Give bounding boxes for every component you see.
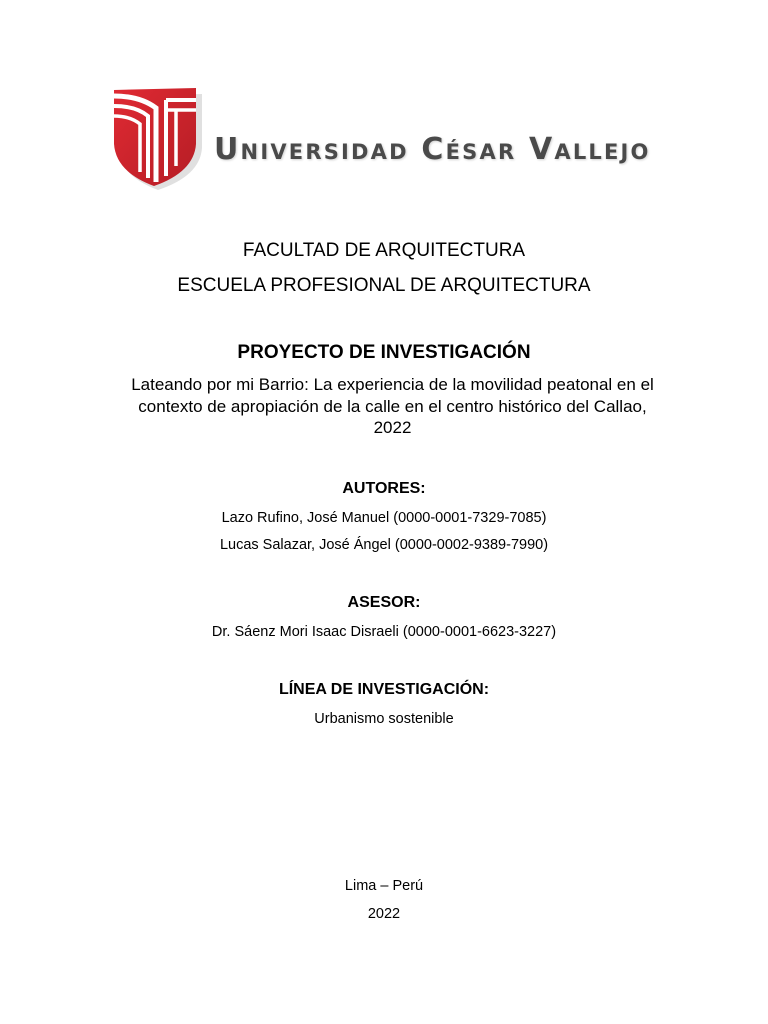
university-logo bbox=[110, 86, 670, 190]
research-line-value: Urbanismo sostenible bbox=[314, 711, 454, 727]
title-line: contexto de apropiación de la calle en el centro histórico del Callao, bbox=[138, 396, 647, 416]
school-name: ESCUELA PROFESIONAL DE ARQUITECTURA bbox=[177, 275, 591, 296]
project-heading: PROYECTO DE INVESTIGACIÓN bbox=[237, 342, 531, 363]
year: 2022 bbox=[367, 906, 401, 922]
university-name: Universidad César Vallejo bbox=[214, 132, 651, 167]
project-title bbox=[100, 374, 685, 439]
title-line: Lateando por mi Barrio: La experiencia de la movilidad peatonal en el bbox=[131, 375, 654, 394]
shield-logo-icon bbox=[110, 86, 202, 190]
place: Lima – Perú bbox=[344, 878, 424, 894]
authors-heading: AUTORES: bbox=[342, 480, 426, 497]
advisor-name: Dr. Sáenz Mori Isaac Disraeli (0000-0001-6623-3227) bbox=[211, 624, 557, 640]
author-name: Lucas Salazar, José Ángel (0000-0002-9389-7990) bbox=[219, 537, 549, 553]
advisor-heading: ASESOR: bbox=[347, 594, 421, 611]
research-line-heading: LÍNEA DE INVESTIGACIÓN: bbox=[278, 681, 490, 698]
title-line: 2022 bbox=[373, 418, 412, 437]
faculty-name: FACULTAD DE ARQUITECTURA bbox=[242, 240, 526, 261]
author-name: Lazo Rufino, José Manuel (0000-0001-7329-7085) bbox=[221, 510, 547, 526]
